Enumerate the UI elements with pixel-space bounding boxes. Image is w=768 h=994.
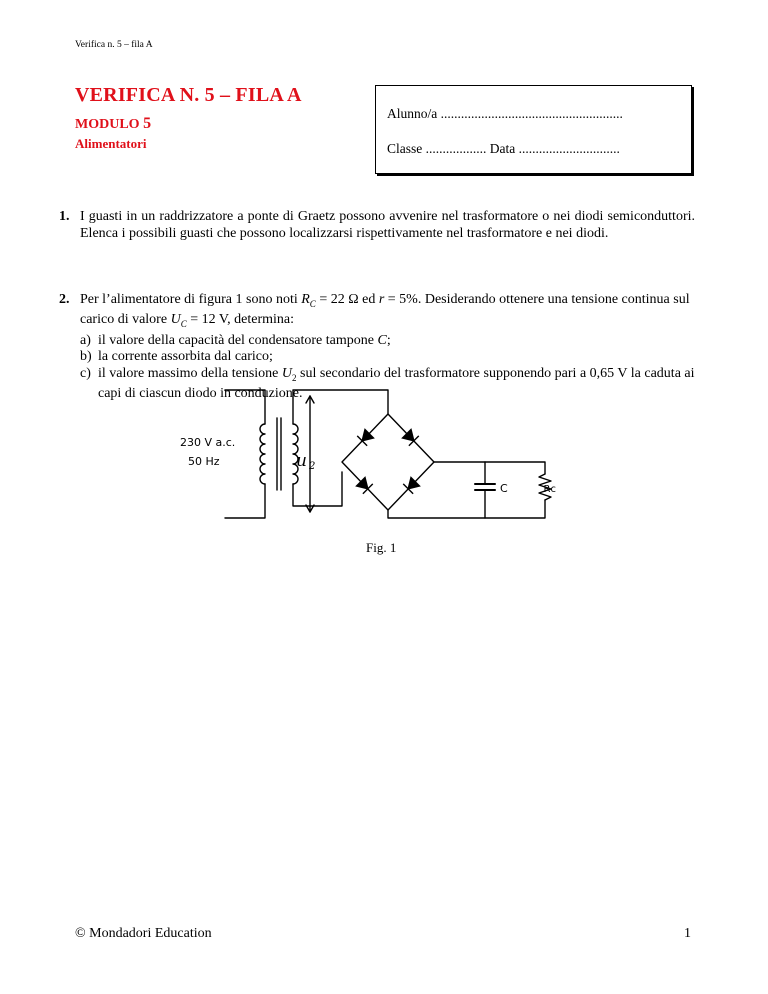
student-name-field: Alunno/a ...................................................... [387, 106, 623, 121]
figure-caption: Fig. 1 [366, 540, 397, 555]
question-number: 1. [59, 209, 70, 224]
module-heading [75, 115, 151, 133]
primary-top-wire [225, 390, 265, 424]
source-voltage-label: 230 V a.c. [180, 436, 236, 449]
module-label: MODULO [75, 117, 140, 132]
sub-question-b: b) la corrente assorbita dal carico; [80, 349, 273, 365]
footer-copyright: © Mondadori Education [75, 926, 212, 941]
class-date-field: Classe .................. Data .............................. [387, 141, 620, 156]
load-label: Rc [543, 484, 556, 495]
page-subtitle: Alimentatori [75, 136, 147, 151]
bridge-rectifier-diagram [170, 382, 560, 530]
question-number: 2. [59, 292, 70, 307]
sub-question-c: c) il valore massimo della tensione $U_2$ sul secondario del trasformatore supponendo pari a 0,65 V la caduta ai capi di ciascun diodo in conduzione. [80, 365, 695, 401]
module-number: 5 [143, 115, 152, 132]
source-frequency-label: 50 Hz [188, 455, 220, 468]
secondary-voltage-subscript: 2 [309, 461, 316, 472]
secondary-top-wire [293, 390, 388, 424]
sub-question-a: a) il valore della capacità del condensatore tampone C; [80, 332, 391, 348]
output-bottom-wire [388, 500, 545, 518]
secondary-voltage-label: u [296, 451, 307, 471]
bridge-outline [342, 414, 434, 510]
page-title: VERIFICA N. 5 – FILA A [75, 84, 302, 106]
question-intro: Per l’alimentatore di figura 1 sono noti $R_C = 22$ Ω ed r = 5%. Desiderando ottenere una tensione continua sul carico di valore $U_C = 12$ V, determina: [80, 292, 690, 330]
secondary-bottom-wire [293, 472, 342, 506]
question-1 [59, 209, 695, 242]
page-number: 1 [684, 926, 691, 941]
primary-coil [260, 424, 265, 484]
capacitor-label: C [500, 482, 508, 495]
running-header: Verifica n. 5 – fila A [75, 40, 153, 50]
primary-bottom-wire [225, 484, 265, 518]
student-info-box [375, 85, 692, 174]
question-text: I guasti in un raddrizzatore a ponte di Graetz possono avvenire nel trasformatore o nei diodi semiconduttori. Elenca i possibili guasti che possono localizzarsi rispettivamente nel trasformatore e nei diodi. [80, 209, 695, 241]
output-top-wire [434, 462, 545, 474]
